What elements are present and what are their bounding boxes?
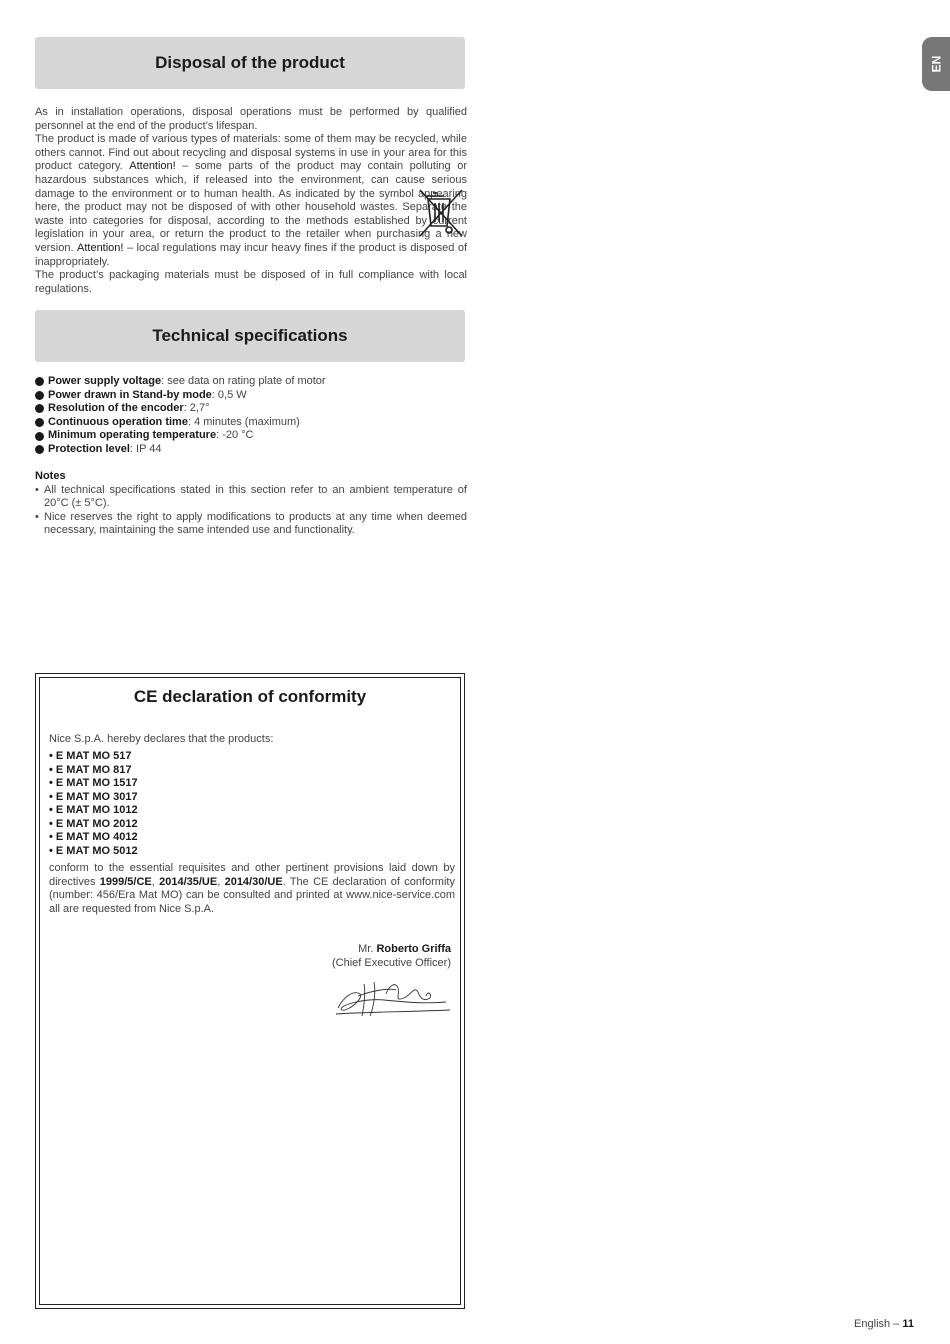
- tech-specs-heading: [35, 310, 465, 362]
- bullet-icon: [35, 418, 44, 427]
- directive-1: 1999/5/CE: [99, 875, 152, 888]
- attention-label-2: Attention!: [77, 241, 124, 254]
- notes-title: Notes: [35, 470, 66, 482]
- ce-product-item: • E MAT MO 1517: [49, 777, 138, 789]
- ce-product-item: • E MAT MO 817: [49, 763, 132, 776]
- spec-value: : 0,5 W: [211, 388, 247, 401]
- ce-body-start: conform to the essential requisites and other pertinent provisions laid down by directives: [49, 862, 455, 888]
- ce-product-item: • E MAT MO 3017: [49, 790, 138, 803]
- footer-language: English –: [854, 1318, 903, 1330]
- separator: ,: [217, 875, 225, 888]
- ce-declaration-inner: [39, 677, 461, 1305]
- ce-product-list: [49, 750, 138, 858]
- disposal-p2-end: – local regulations may incur heavy fines if the product is disposed of inappropriately.: [35, 241, 467, 268]
- spec-item: [35, 375, 467, 389]
- spec-label: Minimum operating temperature: [48, 429, 217, 442]
- disposal-paragraph-1: As in installation operations, disposal operations must be performed by qualified personnel at the end of the product’s lifespan.: [35, 106, 467, 132]
- note-text: All technical specifications stated in this section refer to an ambient temperature of 20°C (± 5°C).: [44, 483, 467, 510]
- spec-label: Resolution of the encoder: [48, 402, 184, 415]
- ce-title: CE declaration of conformity: [133, 687, 367, 706]
- language-tab: [922, 37, 950, 91]
- spec-value: : IP 44: [129, 442, 162, 455]
- note-item: [35, 484, 467, 511]
- separator: ,: [151, 875, 160, 888]
- spec-item: [35, 402, 467, 416]
- spec-item: [35, 389, 467, 403]
- note-text: Nice reserves the right to apply modifications to products at any time when deemed necessary, maintaining the same intended use and functionality.: [44, 510, 467, 537]
- signer-name: Roberto Griffa: [376, 943, 451, 955]
- spec-label: Power drawn in Stand-by mode: [48, 388, 212, 401]
- ce-product-item: • E MAT MO 4012: [49, 831, 138, 843]
- ce-product-item: • E MAT MO 1012: [49, 804, 138, 816]
- page-footer: [854, 1318, 914, 1330]
- bullet-icon: [35, 432, 44, 441]
- ce-product-item: • E MAT MO 517: [49, 750, 132, 762]
- page-number: 11: [902, 1318, 914, 1330]
- spec-value: : 2,7°: [183, 402, 210, 415]
- note-bullet: •: [35, 510, 39, 523]
- ce-declaration-box: [35, 673, 465, 1309]
- crossed-out-wheelie-bin-icon: [418, 188, 466, 240]
- ce-body-text: [49, 862, 455, 916]
- ce-signatory: [332, 943, 451, 970]
- language-tab-label: EN: [928, 55, 943, 73]
- spec-item: [35, 429, 467, 443]
- bullet-icon: [35, 391, 44, 400]
- disposal-title: Disposal of the product: [155, 53, 345, 72]
- disposal-paragraph-2: [35, 133, 467, 269]
- disposal-p2-mid: – some parts of the product may contain polluting or hazardous substances which, if released into the environment, can cause serious damage to the environment or to human health. As indicated by the symbol appearing here, the product may not be disposed of with other household wastes. Separate the waste into categories for disposal, according to the methods established by current legislation in your area, or return the product to the retailer when purchasing a new version.: [35, 160, 467, 254]
- tech-specs-title: Technical specifications: [152, 326, 348, 345]
- spec-label: Continuous operation time: [48, 415, 188, 428]
- attention-label-1: Attention!: [129, 160, 176, 173]
- bullet-icon: [35, 404, 44, 413]
- ce-body-end: . The CE declaration of conformity (number: 456/Era Mat MO) can be consulted and printed at www.nice-service.com all are requested from Nice S.p.A.: [49, 875, 455, 915]
- spec-label: Power supply voltage: [48, 375, 162, 387]
- disposal-heading: [35, 37, 465, 89]
- spec-label: Protection level: [48, 442, 130, 455]
- disposal-p2-start: The product is made of various types of materials: some of them may be recycled, while others cannot. Find out about recycling and disposal systems in use in your area for this product category.: [35, 133, 467, 173]
- spec-list: [35, 375, 467, 457]
- signer-role: (Chief Executive Officer): [331, 956, 451, 969]
- ce-product-item: • E MAT MO 2012: [49, 817, 138, 830]
- spec-value: : -20 °C: [216, 429, 254, 442]
- directive-2: 2014/35/UE: [159, 875, 218, 888]
- note-bullet: •: [35, 483, 39, 496]
- spec-item: [35, 443, 467, 457]
- spec-value: : see data on rating plate of motor: [161, 375, 326, 387]
- ce-intro: Nice S.p.A. hereby declares that the products:: [49, 733, 274, 745]
- spec-item: [35, 416, 467, 430]
- note-item: [35, 511, 467, 538]
- spec-value: : 4 minutes (maximum): [187, 415, 300, 428]
- notes: [35, 470, 467, 538]
- directive-3: 2014/30/UE: [224, 875, 283, 888]
- bullet-icon: [35, 445, 44, 454]
- disposal-text: [35, 106, 467, 296]
- ce-product-item: • E MAT MO 5012: [49, 844, 138, 857]
- handwritten-signature: [334, 976, 454, 1018]
- bullet-icon: [35, 377, 44, 386]
- disposal-paragraph-3: The product’s packaging materials must be disposed of in full compliance with local regulations.: [35, 269, 467, 295]
- signer-prefix: Mr.: [358, 943, 377, 955]
